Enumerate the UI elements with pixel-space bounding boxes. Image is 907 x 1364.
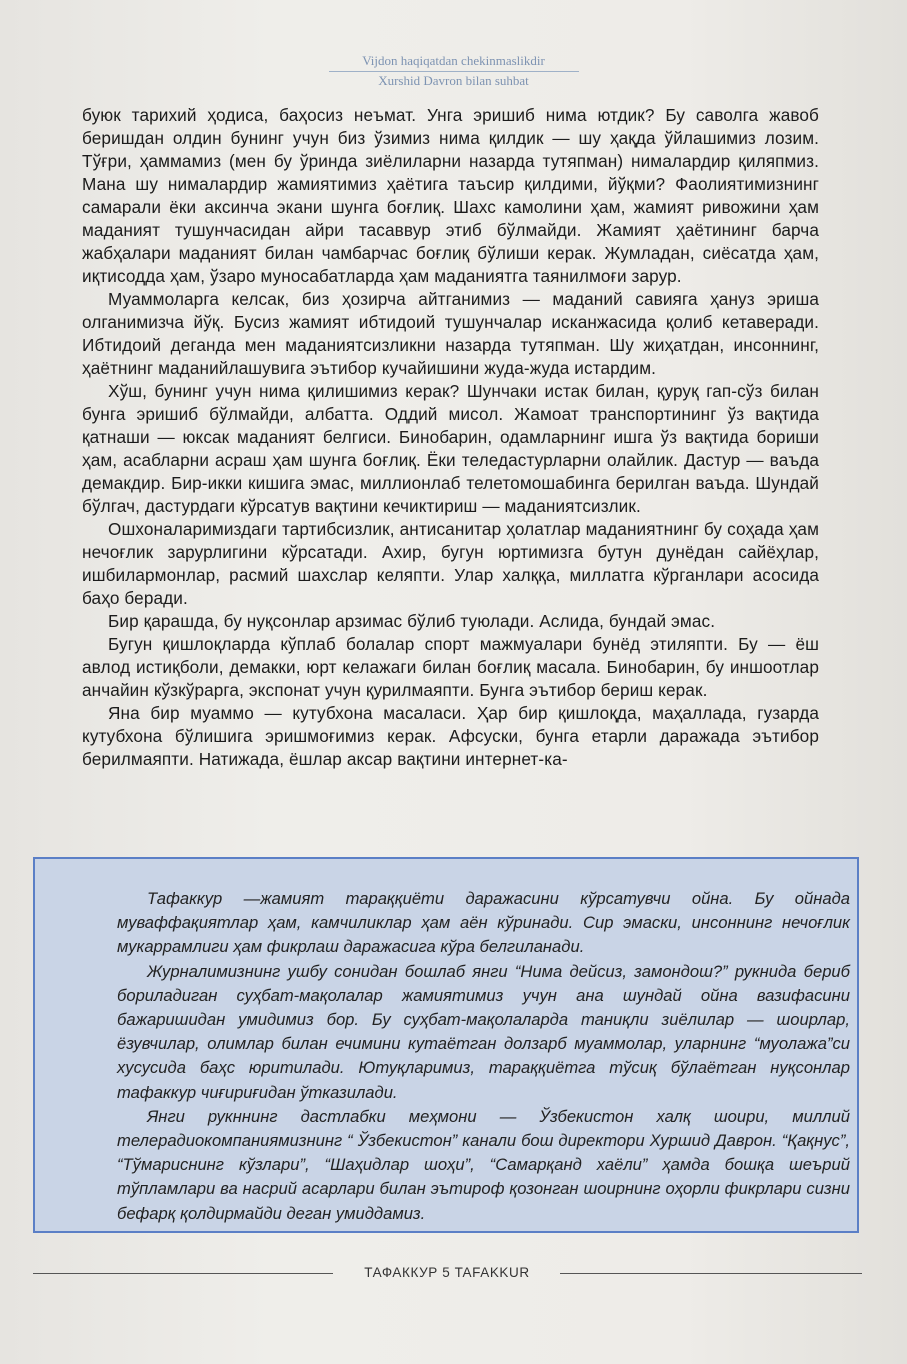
callout-paragraph: Журналимизнинг ушбу сонидан бошлаб янги “Нима дейсиз, замондош?” рукнида бериб бориладиган суҳбат-мақолалар жамиятимиз учун ана шундай ойна вазифасини бажаришидан умидимиз бор. Бу суҳбат-мақолаларда таниқли зиёлилар — шоирлар, ёзувчилар, олимлар билан ечимини кутаётган долзарб муаммолар, уларнинг “муолажа”си хусусида баҳс юритилади. Ютуқларимиз, тараққиётга тўсиқ бўлаётган нуқсонлар тафаккур чиғириғидан ўтказилади. xyxy=(117,961,850,1102)
footer-label: ТАФАККУР 5 TAFAKKUR xyxy=(364,1265,530,1280)
body-paragraph: Муаммоларга келсак, биз ҳозирча айтганимиз — маданий савияга ҳануз эриша олганимизча йўқ. Бусиз жамият ибтидоий тушунчалар исканжасида қолиб кетаверади. Ибтидоий деганда мен маданиятсизликни назарда тутяпман. Шу жиҳатдан, инсоннинг, ҳаётнинг маданийлашувига эътибор кучайишини жуда-жуда истардим. xyxy=(82,289,819,378)
body-paragraph: Хўш, бунинг учун нима қилишимиз керак? Шунчаки истак билан, қуруқ гап-сўз билан бунга эришиб бўлмайди, албатта. Оддий мисол. Жамоат транспортининг ўз вақтида қатнаши — юксак маданият белгиси. Бинобарин, одамларнинг ишга ўз вақтида бориши ҳам, асабларни асраш ҳам шунга боғлиқ. Ёки теледастурларни олайлик. Дастур — ваъда демакдир. Бир-икки кишига эмас, миллионлаб телетомошабинга берилган ваъда. Шундай бўлгач, дастурдаги кўрсатув вақтини кечиктириш — маданиятсизлик. xyxy=(82,381,819,516)
body-paragraph: Бугун қишлоқларда кўплаб болалар спорт мажмуалари бунёд этиляпти. Бу — ёш авлод истиқболи, демакки, юрт келажаги билан боғлиқ масала. Бинобарин, бу иншоотлар анчайин кўзкўрарга, экспонат учун қурилмаяпти. Бунга эътибор бериш керак. xyxy=(82,634,819,700)
body-paragraph: буюк тарихий ҳодиса, баҳосиз неъмат. Унга эришиб нима ютдик? Бу саволга жавоб беришдан олдин бунинг учун биз ўзимиз нима қилдик — шу ҳақда ўйлашимиз лозим. Тўғри, ҳаммамиз (мен бу ўринда зиёлиларни назарда тутяпман) нималардир қиляпмиз. Мана шу нималардир жамиятимиз ҳаётига таъсир қилдими, йўқми? Фаолиятимизнинг самарали ёки аксинча экани шунга боғлиқ. Шахс камолини ҳам, жамият ривожини ҳам маданият тушунчасидан айри тасаввур этиб бўлмайди. Жамият ҳаётининг барча жабҳалари маданият билан чамбарчас боғлиқ бўлиши керак. Жумладан, сиёсатда ҳам, иқтисодда ҳам, ўзаро муносабатларда ҳам маданиятга таянилмоғи зарур. xyxy=(82,105,819,286)
body-paragraph: Ошхоналаримиздаги тартибсизлик, антисанитар ҳолатлар маданиятнинг бу соҳада ҳам нечоғлик зарурлигини кўрсатади. Ахир, бугун юртимизга бутун дунёдан сайёҳлар, ишбилармонлар, расмий шахслар келяпти. Улар халққа, миллатга кўрганлари асосида баҳо беради. xyxy=(82,519,819,608)
body-paragraph: Бир қарашда, бу нуқсонлар арзимас бўлиб туюлади. Аслида, бундай эмас. xyxy=(108,611,716,631)
page-footer xyxy=(0,1262,907,1284)
running-head-subtitle: Xurshid Davron bilan suhbat xyxy=(378,73,529,88)
article-body xyxy=(82,104,819,771)
running-head xyxy=(0,52,907,90)
callout-text xyxy=(117,887,850,1226)
editorial-callout-box xyxy=(33,857,859,1233)
callout-paragraph: Тафаккур —жамият тараққиёти даражасини кўрсатувчи ойна. Бу ойнада муваффақиятлар ҳам, камчиликлар ҳам аён кўринади. Сир эмаски, инсоннинг нечоғлик мукаррамлиги ҳам фикрлаш даражасига кўра белгиланади. xyxy=(117,889,850,957)
callout-paragraph: Янги рукннинг дастлабки меҳмони — Ўзбекистон халқ шоири, миллий телерадиокомпаниямизнинг “ Ўзбекистон” канали бош директори Хуршид Даврон. “Қақнус”, “Тўмариснинг кўзлари”, “Шаҳидлар шоҳи”, “Самарқанд хаёли” ҳамда бошқа шеърий тўпламлари ва насрий асарлари билан эътироф қозонган шоирнинг оҳорли фикрлари сизни бефарқ қолдирмайди деган умиддамиз. xyxy=(117,1106,850,1223)
footer-rule-right xyxy=(560,1273,862,1274)
running-head-title: Vijdon haqiqatdan chekinmaslikdir xyxy=(362,53,545,68)
body-paragraph: Яна бир муаммо — кутубхона масаласи. Ҳар бир қишлоқда, маҳаллада, гузарда кутубхона бўлишига эришмоғимиз керак. Афсуски, бунга етарли даражада эътибор берилмаяпти. Натижада, ёшлар аксар вақтини интернет-ка- xyxy=(82,703,819,769)
footer-rule-left xyxy=(33,1273,333,1274)
